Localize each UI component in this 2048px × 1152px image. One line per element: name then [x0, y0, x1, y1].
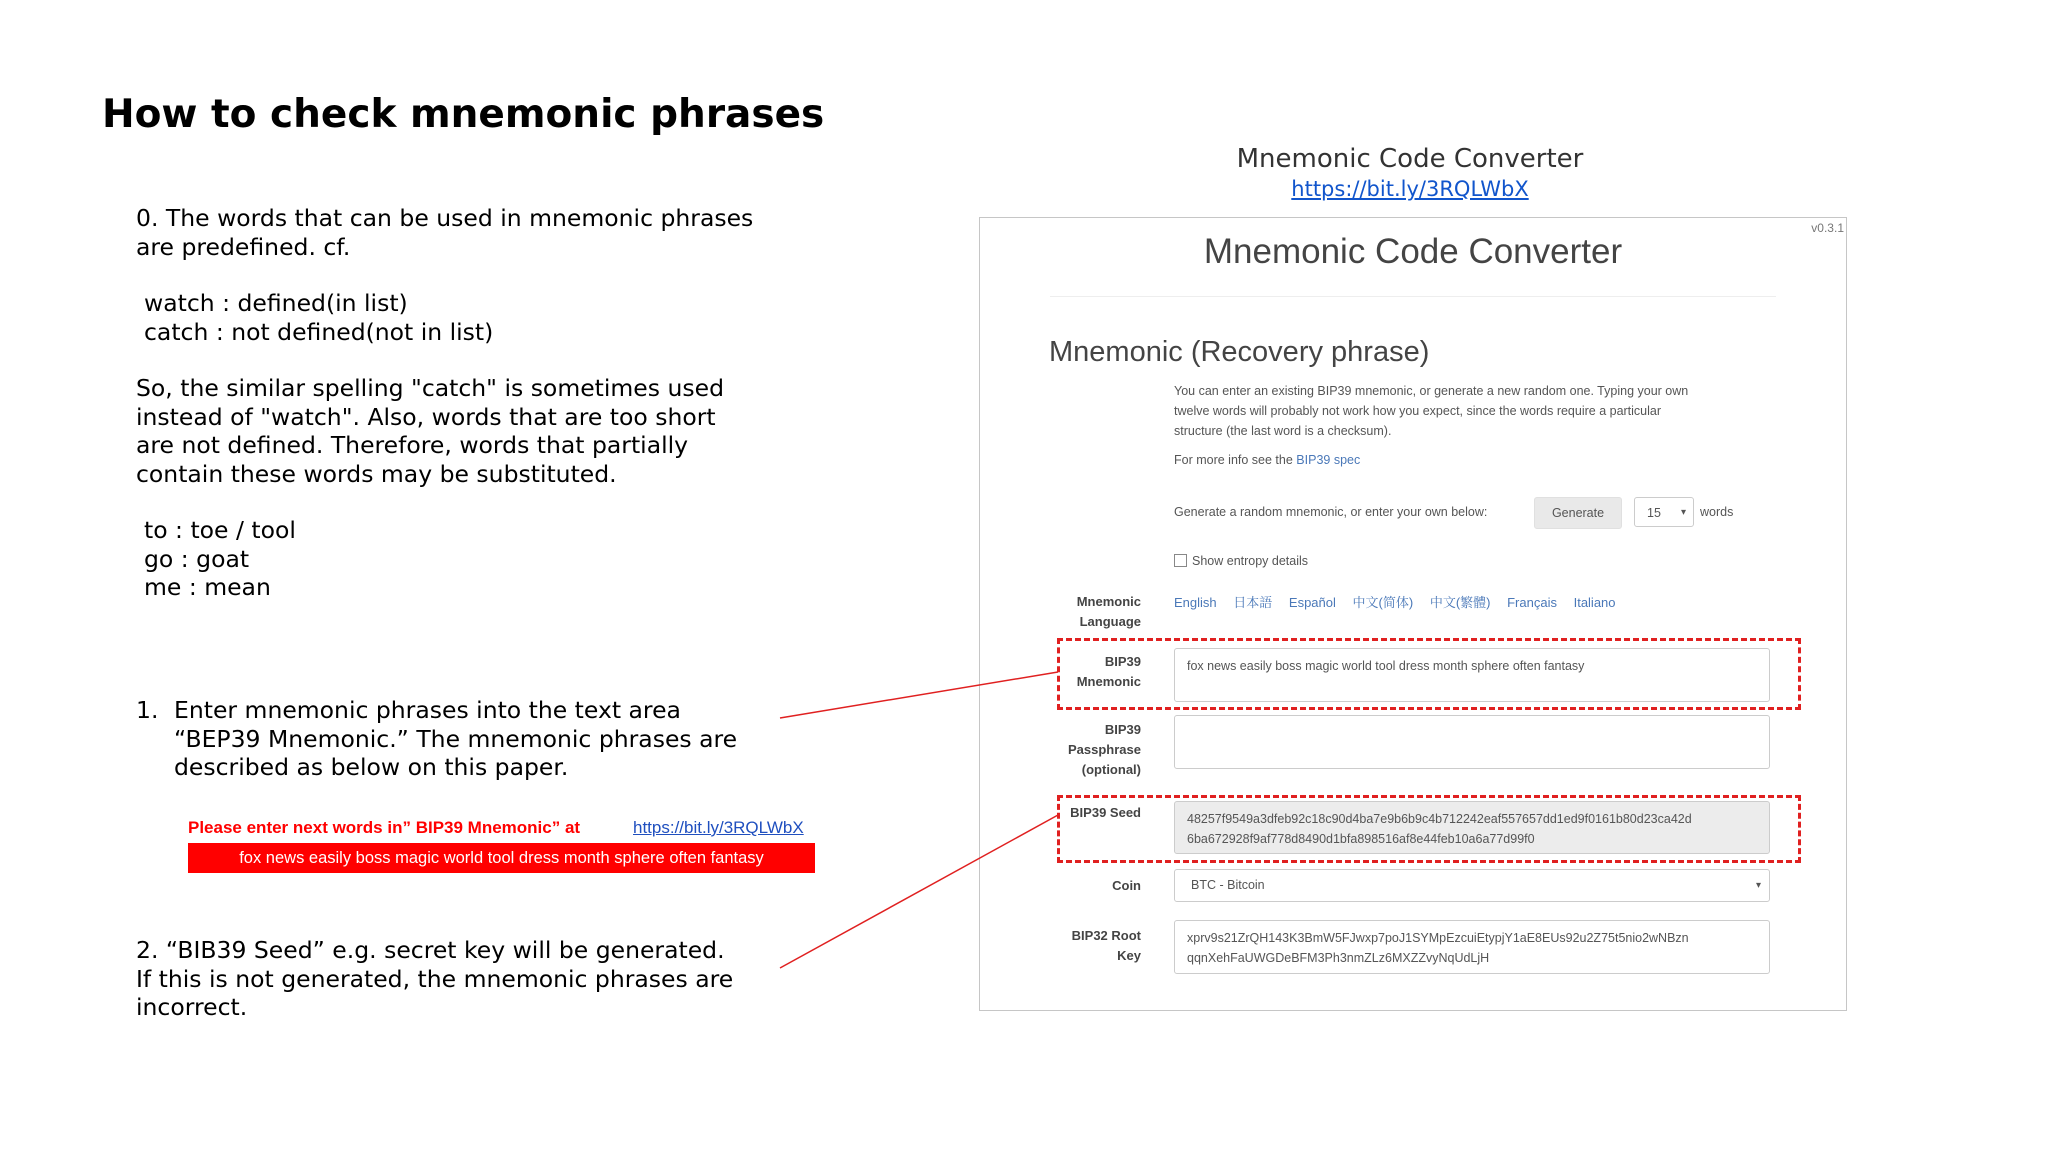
language-italian[interactable]: Italiano	[1573, 595, 1616, 610]
converter-heading: Mnemonic Code Converter	[1236, 144, 1584, 174]
language-english[interactable]: English	[1174, 595, 1217, 610]
language-chinese-traditional[interactable]: 中文(繁體)	[1429, 595, 1491, 610]
passphrase-label-line: BIP39	[1104, 722, 1141, 737]
example-watch: watch : defined(in list)	[144, 289, 408, 317]
root-key-line: qqnXehFaUWGDeBFM3Ph3nmZLz6MXZZvyNqUdLjH	[1187, 951, 1490, 965]
version-label: v0.3.1	[1811, 221, 1844, 235]
instruction-words-box: fox news easily boss magic world tool dress month sphere often fantasy	[188, 843, 815, 873]
seed-line: 48257f9549a3dfeb92c18c90d4ba7e9b6b9c4b712242eaf557657dd1ed9f0161b80d23ca42d	[1187, 812, 1692, 826]
root-key-label-line: Key	[1117, 948, 1141, 963]
intro-line: 0. The words that can be used in mnemonic phrases	[136, 204, 754, 232]
mnemonic-value: fox news easily boss magic world tool dress month sphere often fantasy	[1187, 659, 1585, 673]
root-key-line: xprv9s21ZrQH143K3BmW5FJwxp7poJ1SYMpEzcuiEtypjY1aE8EUs92u2Z75t5nio2wNBzn	[1187, 931, 1689, 945]
more-info-text: For more info see the	[1174, 453, 1293, 467]
language-french[interactable]: Français	[1507, 595, 1557, 610]
mnemonic-label-line: BIP39	[1104, 654, 1141, 669]
language-spanish[interactable]: Español	[1288, 595, 1336, 610]
chevron-down-icon: ▾	[1755, 880, 1761, 891]
step-2-line: If this is not generated, the mnemonic phrases are	[136, 964, 734, 993]
step-1-number: 1.	[136, 696, 159, 724]
bip39-spec-link[interactable]: BIP39 spec	[1296, 453, 1361, 467]
language-chinese-simplified[interactable]: 中文(简体)	[1352, 595, 1414, 610]
note-line: contain these words may be substituted.	[136, 459, 617, 488]
seed-line: 6ba672928f9af778d8490d1bfa898516af8e44feb10a6a77d99f0	[1187, 832, 1535, 846]
step-2-line: 2. “BIB39 Seed” e.g. secret key will be generated.	[136, 936, 725, 964]
passphrase-label-line: Passphrase	[1068, 742, 1141, 757]
substitution-item: go : goat	[144, 544, 250, 573]
root-key-label-line: BIP32 Root	[1071, 928, 1141, 943]
entropy-label: Show entropy details	[1192, 554, 1309, 568]
step-1-line: Enter mnemonic phrases into the text area	[174, 696, 681, 724]
description-line: twelve words will probably not work how you expect, since the words require a particular	[1174, 404, 1662, 418]
language-japanese[interactable]: 日本語	[1233, 595, 1273, 610]
note-line: are not defined. Therefore, words that partially	[136, 431, 689, 459]
note-line: instead of "watch". Also, words that are too short	[136, 402, 716, 431]
language-label-line: Language	[1079, 614, 1141, 629]
substitution-item: to : toe / tool	[144, 516, 296, 544]
instruction-link[interactable]: https://bit.ly/3RQLWbX	[633, 818, 804, 837]
step-2-connector	[780, 815, 1058, 968]
step-1-line: “BEP39 Mnemonic.” The mnemonic phrases are	[174, 724, 738, 753]
coin-label-line: Coin	[1112, 878, 1141, 893]
words-label: words	[1700, 505, 1734, 519]
passphrase-label-line: (optional)	[1081, 762, 1141, 777]
description-line: You can enter an existing BIP39 mnemonic, or generate a new random one. Typing your own	[1174, 384, 1689, 398]
mnemonic-label-line: Mnemonic	[1076, 674, 1141, 689]
coin-value: BTC - Bitcoin	[1191, 878, 1265, 892]
converter-link[interactable]: https://bit.ly/3RQLWbX	[1291, 177, 1529, 201]
generate-label: Generate a random mnemonic, or enter your own below:	[1174, 505, 1488, 519]
word-count-value: 15	[1647, 506, 1661, 520]
note-line: So, the similar spelling "catch" is sometimes used	[136, 374, 724, 402]
instruction-label: Please enter next words in” BIP39 Mnemonic” at	[188, 818, 581, 837]
page-title: How to check mnemonic phrases	[102, 92, 825, 137]
step-2-line: incorrect.	[136, 993, 248, 1021]
generate-button[interactable]: Generate	[1534, 497, 1622, 529]
app-title: Mnemonic Code Converter	[1203, 232, 1623, 271]
step-1-connector	[780, 672, 1058, 718]
step-1-line: described as below on this paper.	[174, 753, 569, 781]
description-line: structure (the last word is a checksum).	[1174, 424, 1392, 438]
substitution-item: me : mean	[144, 573, 271, 601]
language-label-line: Mnemonic	[1076, 594, 1141, 609]
chevron-down-icon: ▾	[1680, 507, 1686, 518]
seed-label-line: BIP39 Seed	[1070, 805, 1141, 820]
section-heading: Mnemonic (Recovery phrase)	[1049, 336, 1430, 368]
intro-line: are predefined. cf.	[136, 232, 351, 261]
example-catch: catch : not defined(not in list)	[144, 317, 494, 346]
